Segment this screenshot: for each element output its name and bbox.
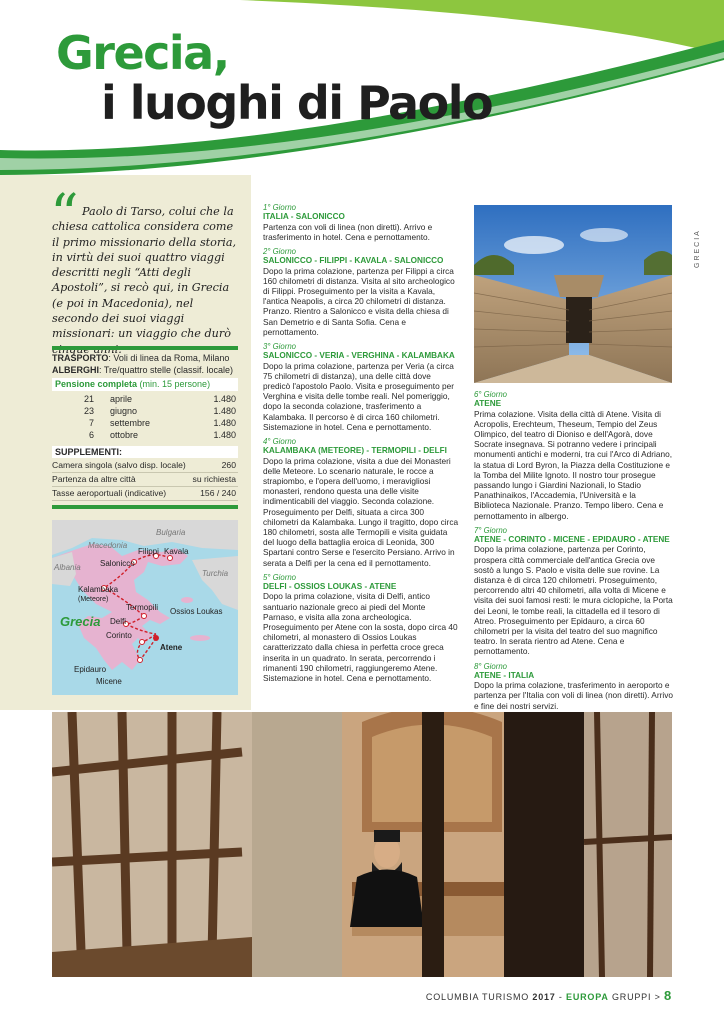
map-label-salonicco: Salonicco	[100, 559, 135, 568]
day-label: 4° Giorno	[263, 437, 297, 447]
date-row	[52, 405, 238, 417]
map-label-albania: Albania	[54, 563, 81, 572]
supplement-row	[52, 487, 238, 501]
date-row	[52, 429, 238, 441]
day-label: 7° Giorno	[474, 525, 508, 535]
day-title: ATENE	[474, 399, 502, 408]
day-title: ITALIA - SALONICCO	[263, 212, 345, 221]
map-label-termopili: Termopili	[126, 603, 159, 612]
footer-separator: -	[555, 992, 567, 1002]
map-label-epidauro: Epidauro	[74, 665, 107, 674]
footer-europa: EUROPA	[566, 992, 609, 1002]
page-title	[56, 28, 492, 128]
date-price: 1.480	[213, 418, 236, 428]
day-title: ATENE - CORINTO - MICENE - EPIDAURO - ATENE	[474, 534, 670, 544]
trasporto-value: : Voli di linea da Roma, Milano	[108, 353, 230, 363]
supplement-label: Partenza da altre città	[52, 474, 136, 484]
date-month: giugno	[110, 406, 138, 416]
title-line-2: i luoghi di Paolo	[101, 76, 493, 130]
itinerary-day	[474, 526, 674, 657]
map-label-atene: Atene	[160, 643, 183, 652]
quote-mark: “	[50, 183, 79, 248]
alberghi-label: ALBERGHI	[52, 365, 99, 375]
day-text: Dopo la prima colazione, visita a due dei Monasteri delle Meteore. Lo scenario naturale, le rocce a strapiombo, e l'opera dell'uomo, i meravigliosi monasteri, rendono questa una delle visite indimenticabili del viaggio. Seconda colazione. Proseguimento per Delfi, situata a circa 300 chilometri da Kalambaka. Lungo il tragitto, dopo circa 180 chilometri, sosta alle Termopili e visita guidata del luogo della battaglia eroica di Leonida, 300 Spartani contro Serse e l'esercito Persiano. Arrivo in serata a Delfi per la cena ed il pernottamento.	[263, 455, 459, 568]
day-text: Prima colazione. Visita della città di Atene. Visita di Acropolis, Erechteum, Theseum, Tempio del Zeus Olimpico, del teatro di Dioniso e dell'Agorà, dove Socrate insegnava. Si potranno vedere i principali monumenti antichi e moderni, tra cui l'Arco di Adriano, la statua di Lord Byron, la Piazza della Costituzione e la Tomba del Milite Ignoto. Il nostro tour prosegue passando lungo i Giardini Nazionali, lo Stadio Panathinaikos, l'Accademia, l'Università e la Biblioteca Nazionale. Pranzo. Tempo libero. Cena e pernottamento in albergo.	[474, 408, 673, 521]
map-label-kavala: Kavala	[164, 547, 189, 556]
map-label-corinto: Corinto	[106, 631, 132, 640]
day-title: KALAMBAKA (METEORE) - TERMOPILI - DELFI	[263, 446, 447, 456]
day-title: DELFI - OSSIOS LOUKAS - ATENE	[263, 581, 397, 591]
itinerary-day	[263, 573, 460, 683]
route-map	[52, 520, 238, 695]
itinerary-day	[263, 247, 460, 337]
map-label-turchia: Turchia	[202, 569, 229, 578]
map-label-grecia: Grecia	[60, 614, 101, 629]
treasury-of-atreus-photo	[474, 205, 672, 383]
footer-gruppi: GRUPPI	[608, 992, 655, 1002]
intro-quote: Paolo di Tarso, colui che la chiesa cattolica considera come il primo missionario della storia, in virtù dei suoi quattro viaggi descritti negli “Atti degli Apostoli”, si recò qui, in Grecia (e poi in Macedonia), nel secondo dei suoi viaggi missionari: un viaggio che durò	[52, 205, 237, 341]
map-label-bulgaria: Bulgaria	[156, 528, 186, 537]
itinerary-column-2	[474, 390, 674, 716]
footer-brand: COLUMBIA TURISMO	[425, 992, 530, 1002]
divider	[52, 346, 238, 350]
date-day: 23	[83, 406, 94, 416]
title-line-1: Grecia,	[56, 26, 229, 80]
map-label-filippi: Filippi	[138, 547, 159, 556]
supplement-row	[52, 459, 238, 473]
alberghi-value: : Tre/quattro stelle (classif. locale)	[99, 365, 234, 375]
day-label: 6° Giorno	[474, 390, 508, 399]
day-text: Dopo la prima colazione, visita di Delfi, antico santuario nazionale greco ai piedi del Monte Parnaso, e visita alla zona archeologica. Proseguimento per Atene con la sosta, dopo circa 40 chilometri, al monastero di Ossios Loukas caratterizzato dalla chiesa in perfetta croce greca inserita in un quadrato. In serata, percorrendo i rimanenti 190 chilometri, raggiungeremo Atene. Sistemazione in hotel. Cena e pernottamento.	[263, 591, 458, 684]
itinerary-day	[263, 203, 460, 242]
supplementi-header: SUPPLEMENTI:	[52, 446, 238, 458]
side-label: GRECIA	[694, 229, 701, 268]
date-price: 1.480	[213, 406, 236, 416]
day-text: Dopo la prima colazione, partenza per Veria (a circa 75 chilometri di distanza), una delle città dove predicò l'apostolo Paolo. Visita e proseguimento per Verghina e visita delle tombe reali. Nel pomeriggio, dopo la seconda colazione, trasferimento a Kalambaka. Il percorso è di circa 160 chilometri. Sistemazione in hotel. Cena e pernottamento.	[263, 360, 454, 432]
day-label: 8° Giorno	[474, 661, 508, 671]
date-month: settembre	[110, 418, 151, 428]
map-label-meteore: (Meteore)	[78, 596, 109, 603]
itinerary-day	[474, 662, 674, 711]
supplement-value: 260	[221, 460, 236, 470]
day-title: ATENE - ITALIA	[474, 670, 535, 680]
pensione-label: Pensione completa	[55, 379, 138, 389]
pensione-note: (min. 15 persone)	[137, 379, 211, 389]
map-label-ossios-loukas: Ossios Loukas	[170, 607, 223, 616]
date-day: 6	[88, 430, 94, 440]
day-label: 3° Giorno	[263, 342, 297, 352]
day-text: Dopo la prima colazione, trasferimento in aeroporto e partenza per l'Italia con voli di linea (non diretti). Arrivo e fine dei nostri servizi.	[474, 680, 673, 711]
supplement-value: 156 / 240	[200, 488, 236, 498]
page-number: 8	[663, 988, 672, 1003]
day-title: SALONICCO - VERIA - VERGHINA - KALAMBAKA	[263, 351, 455, 361]
trasporto-label: TRASPORTO	[52, 353, 109, 363]
itinerary-day	[263, 342, 460, 432]
map-label-macedonia: Macedonia	[88, 541, 128, 550]
supplement-label: Camera singola (salvo disp. locale)	[52, 460, 186, 470]
date-price: 1.480	[213, 394, 236, 404]
itinerary-column-1	[263, 203, 460, 688]
divider	[52, 505, 238, 509]
footer-year: 2017	[532, 992, 556, 1002]
date-day: 21	[83, 394, 94, 404]
alberghi-line	[52, 364, 238, 376]
date-row	[52, 393, 238, 405]
pensione-header	[52, 378, 238, 391]
day-text: Partenza con voli di linea (non diretti). Arrivo e trasferimento in hotel. Cena e pernottamento.	[263, 221, 433, 242]
footer-arrow: >	[654, 992, 661, 1002]
itinerary-day	[474, 390, 674, 521]
date-month: ottobre	[110, 430, 139, 440]
monastery-window-photo	[52, 712, 672, 977]
map-label-delfi: Delfi	[110, 617, 127, 626]
supplement-value: su richiesta	[192, 474, 236, 484]
map-label-kalambaka: Kalambaka	[78, 585, 119, 594]
supplement-row	[52, 473, 238, 487]
itinerary-day	[263, 437, 460, 568]
day-label: 2° Giorno	[263, 247, 297, 256]
date-row	[52, 417, 238, 429]
day-text: Dopo la prima colazione, partenza per Corinto, prospera città commerciale dell'antica Grecia ove sostò a lungo S. Paolo e visita delle sue rovine. La distanza è di circa 120 chilometri. Proseguimento, percorrendo altri 40 chilometri, alla volta di Micene e visita dei suoi famosi resti: le mura ciclopiche, la Porta dei Leoni, le tombe reali, la cittadella ed il tesoro di Atreo. Proseguimento per Epidauro, a circa 60 chilometri per la visita del teatro del suo magnifico teatro. In serata rientro ad Atene. Cena e pernottamento.	[474, 544, 673, 657]
day-title: SALONICCO - FILIPPI - KAVALA - SALONICCO	[263, 256, 444, 265]
map-graphic	[52, 520, 238, 695]
page-footer	[426, 988, 672, 1003]
day-label: 5° Giorno	[263, 572, 297, 582]
date-price: 1.480	[213, 430, 236, 440]
map-label-micene: Micene	[96, 677, 122, 686]
trasporto-line	[52, 352, 238, 364]
day-label: 1° Giorno	[263, 203, 297, 212]
date-month: aprile	[110, 394, 133, 404]
day-text: Dopo la prima colazione, partenza per Filippi a circa 160 chilometri di distanza. Visita al sito archeologico di Filippi. Proseguimento per la visita a Kavala, l'antica Neapolis, a circa 20 chilometri di distanza. Pranzo. Rientro a Salonicco e visita della chiesa di San Demetrio e di Santa Sofia. Cena e pernottamento.	[263, 265, 455, 337]
supplement-label: Tasse aeroportuali (indicative)	[52, 488, 167, 498]
date-day: 7	[88, 418, 94, 428]
